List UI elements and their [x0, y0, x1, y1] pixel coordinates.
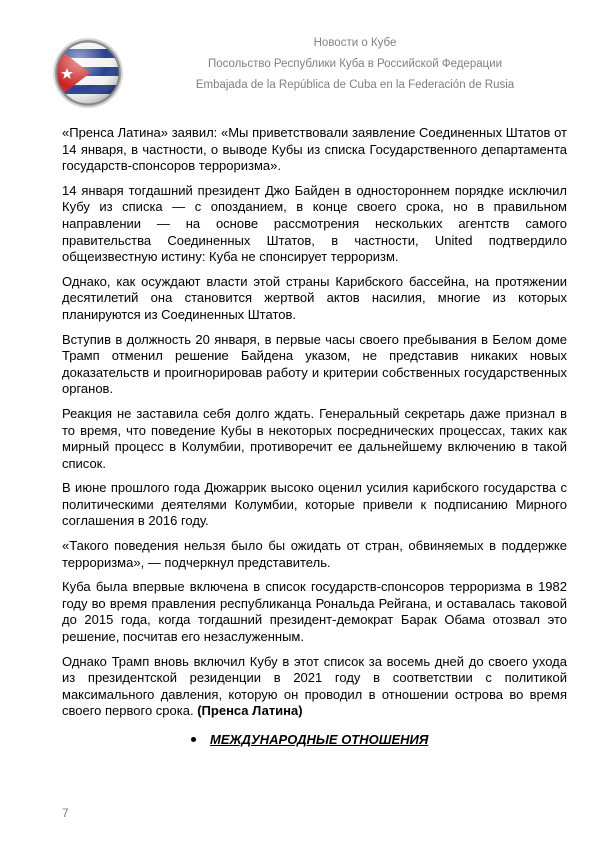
- page-number: 7: [62, 806, 69, 820]
- embassy-logo: [50, 35, 126, 111]
- header-title: Новости о Кубе: [313, 37, 397, 49]
- paragraph-last: [62, 654, 567, 720]
- article-body: [62, 125, 567, 728]
- page-header: [130, 33, 580, 96]
- paragraph-text: Однако Трамп вновь включил Кубу в этот список за восемь дней до своего ухода из президентской резиденции в 2021 году в соответствии с политикой максимального давления, которую он проводил в отношении острова во время своего первого срока.: [62, 653, 567, 719]
- paragraph: Куба была впервые включена в список государств-спонсоров терроризма в 1982 году во время правления республиканца Рональда Рейгана, и оставалась таковой до 2015 года, когда тогдашний президент-демократ Барак Обама отозвал это решение, посчитав его незаслуженным.: [62, 579, 567, 645]
- section-link-international-relations[interactable]: [191, 732, 428, 748]
- paragraph: «Пренса Латина» заявил: «Мы приветствовали заявление Соединенных Штатов от 14 января, в частности, о выводе Кубы из списка Государственного департамента государств-спонсоров терроризма».: [62, 125, 567, 174]
- paragraph: Реакция не заставила себя долго ждать. Генеральный секретарь даже признал в то время, что поведение Кубы в некоторых посреднических процессах, таких как мирный процесс в Колумбии, противоречит ее дальнейшему включению в такой список.: [62, 405, 567, 471]
- header-embassy-ru: Посольство Республики Куба в Российской Федерации: [207, 58, 503, 70]
- paragraph: 14 января тогдашний президент Джо Байден в одностороннем порядке исключил Кубу из списка — с опозданием, в конце своего срока, но в правильном направлении — на основе рассмотрения нескольких агентств самого правительства Соединенных Штатов, в частности, United подтвердило общеизвестную истину: Куба не спонсирует терроризм.: [62, 182, 567, 265]
- source-credit: (Пренса Латина): [197, 703, 303, 719]
- cuban-flag-globe-icon: [50, 35, 126, 111]
- header-embassy-es: Embajada de la República de Cuba en la Federación de Rusia: [195, 79, 515, 91]
- paragraph: Вступив в должность 20 января, в первые часы своего пребывания в Белом доме Трамп отменил решение Байдена указом, не представив никаких новых доказательств и проигнорировав работу и критерии собственных государственных органов.: [62, 331, 567, 397]
- paragraph: В июне прошлого года Дюжаррик высоко оценил усилия карибского государства с политическими деятелями Колумбии, которые привели к подписанию Мирного соглашения в 2016 году.: [62, 480, 567, 529]
- section-link-label[interactable]: МЕЖДУНАРОДНЫЕ ОТНОШЕНИЯ: [210, 732, 429, 747]
- paragraph: Однако, как осуждают власти этой страны Карибского бассейна, на протяжении десятилетий она становится жертвой актов насилия, многие из которых планируются из Соединенных Штатов.: [62, 273, 567, 322]
- paragraph: «Такого поведения нельзя было бы ожидать от стран, обвиняемых в поддержке терроризма», — подчеркнул представитель.: [62, 538, 567, 570]
- bullet-icon: [191, 737, 196, 742]
